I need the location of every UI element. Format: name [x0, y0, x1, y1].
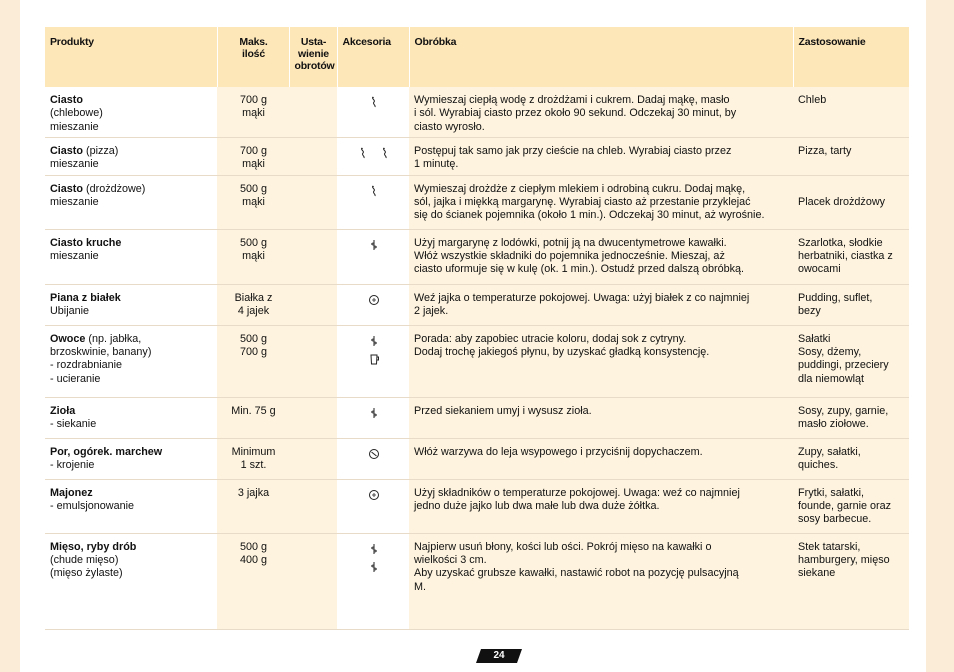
processing-line: Przed siekaniem umyj i wysusz zioła. — [414, 404, 592, 417]
speed-cell — [289, 137, 337, 175]
product-name: Ciasto — [50, 144, 83, 157]
blade-icon — [368, 561, 380, 577]
product-detail: mieszanie — [50, 120, 99, 133]
header-max-quantity-line: Maks. — [239, 36, 268, 48]
processing-line: Postępuj tak samo jak przy cieście na chleb. Wyrabiaj ciasto przez — [414, 144, 732, 157]
usage-cell — [793, 229, 909, 284]
product-title — [50, 446, 213, 459]
quantity-value: mąki — [242, 157, 265, 170]
accessory-icons — [342, 333, 405, 370]
header-max-quantity-line: ilość — [242, 48, 265, 60]
product-title — [50, 487, 213, 500]
product-name-suffix: (pizza) — [83, 144, 119, 157]
blade-icon — [368, 239, 380, 255]
table-row — [45, 438, 909, 479]
product-cell — [45, 325, 217, 397]
speed-cell — [289, 533, 337, 629]
product-detail: - rozdrabnianie — [50, 359, 123, 372]
processing-line: Włóż warzywa do leja wsypowego i przyciśnij dopychaczem. — [414, 445, 703, 458]
product-detail: - krojenie — [50, 458, 95, 471]
usage-line: Frytki, sałatki, — [798, 486, 864, 499]
usage-line: herbatniki, ciastka z — [798, 249, 893, 262]
usage-line: Pudding, suflet, — [798, 291, 873, 304]
dough-hook-icon — [368, 96, 380, 112]
accessory-icons — [342, 183, 405, 201]
accessory-cell — [337, 137, 409, 175]
quantity-cell — [217, 479, 289, 533]
processing-line: i sól. Wyrabiaj ciasto przez około 90 sekund. Odczekaj 30 minut, by — [414, 107, 737, 120]
speed-cell — [289, 229, 337, 284]
processing-line: ciasto uformuje się w kulę (ok. 1 min.). Ostudź przed dalszą obróbką. — [414, 263, 745, 276]
usage-line: Sosy, dżemy, — [798, 345, 862, 358]
processing-line: sól, jajka i miękką margarynę. Wyrabiaj ciasto aż przestanie przyklejać — [414, 195, 751, 208]
blade-icon — [368, 335, 380, 351]
quantity-value: 400 g — [239, 553, 268, 566]
product-title — [50, 94, 213, 107]
accessory-icons — [342, 541, 405, 578]
product-title — [50, 145, 213, 158]
table-row — [45, 229, 909, 284]
table-row — [45, 533, 909, 629]
usage-cell — [793, 137, 909, 175]
speed-cell — [289, 284, 337, 325]
quantity-value: 500 g — [239, 236, 268, 249]
accessory-cell — [337, 229, 409, 284]
product-name: Ciasto — [50, 94, 83, 106]
processing-cell — [409, 137, 793, 175]
usage-cell — [793, 397, 909, 438]
quantity-value: Białka z — [234, 291, 273, 304]
product-title — [50, 405, 213, 418]
usage-line: puddingi, przeciery — [798, 359, 889, 372]
quantity-value: Min. 75 g — [231, 404, 276, 417]
usage-line: hamburgery, mięso — [798, 553, 890, 566]
quantity-cell — [217, 325, 289, 397]
quantity-value: 500 g — [239, 332, 268, 345]
accessory-cell — [337, 397, 409, 438]
product-cell — [45, 175, 217, 229]
processing-line: jedno duże jajko lub dwa małe lub dwa duże żółtka. — [414, 499, 660, 512]
usage-line: sosy barbecue. — [798, 513, 872, 526]
usage-line: Szarlotka, słodkie — [798, 236, 883, 249]
product-title — [50, 237, 213, 250]
usage-line: Stek tatarski, — [798, 540, 861, 553]
product-title — [50, 292, 213, 305]
processing-cell — [409, 229, 793, 284]
product-name-suffix: (np. jabłka, — [85, 332, 142, 345]
processing-line: 2 jajek. — [414, 304, 449, 317]
product-detail: - emulsjonowanie — [50, 499, 135, 512]
dough-hook-icon — [357, 147, 369, 163]
product-detail: (chlebowe) — [50, 107, 103, 120]
quantity-value: 3 jajka — [237, 486, 270, 499]
product-detail: mieszanie — [50, 249, 99, 262]
header-speed-setting-line: wienie — [298, 48, 329, 60]
blade-icon — [368, 407, 380, 423]
quantity-value: 500 g — [239, 182, 268, 195]
table-header-row — [45, 27, 909, 87]
usage-line: siekane — [798, 567, 836, 580]
table-body — [45, 87, 909, 629]
accessory-icons — [342, 405, 405, 423]
table-row — [45, 137, 909, 175]
usage-line: Zupy, sałatki, — [798, 445, 861, 458]
dough-hook-icon — [368, 185, 380, 201]
usage-line: Chleb — [798, 94, 827, 106]
processing-line: Aby uzyskać grubsze kawałki, nastawić robot na pozycję pulsacyjną — [414, 567, 739, 580]
quantity-cell — [217, 87, 289, 137]
product-name: Majonez — [50, 486, 93, 499]
header-speed-setting-line: Usta- — [300, 36, 327, 48]
product-cell — [45, 397, 217, 438]
accessory-cell — [337, 87, 409, 137]
speed-cell — [289, 438, 337, 479]
processing-cell — [409, 533, 793, 629]
quantity-value: Minimum — [231, 445, 276, 458]
blade-icon — [368, 543, 380, 559]
accessory-cell — [337, 533, 409, 629]
usage-line: bezy — [798, 304, 821, 317]
speed-cell — [289, 479, 337, 533]
accessory-icons — [342, 292, 405, 310]
processing-line: Użyj margarynę z lodówki, potnij ją na dwucentymetrowe kawałki. — [414, 236, 727, 249]
quantity-value: 4 jajek — [237, 304, 270, 317]
processing-cell — [409, 479, 793, 533]
quantity-value: 700 g — [239, 144, 268, 157]
product-title — [50, 183, 213, 196]
quantity-cell — [217, 229, 289, 284]
accessory-icons — [342, 94, 405, 112]
whisk-disc-icon — [368, 489, 380, 505]
processing-cell — [409, 397, 793, 438]
processing-cell — [409, 284, 793, 325]
usage-cell — [793, 284, 909, 325]
product-name: Ciasto kruche — [50, 236, 122, 249]
accessory-icons — [342, 145, 405, 163]
table-row — [45, 284, 909, 325]
accessory-icons — [342, 446, 405, 464]
table-row — [45, 479, 909, 533]
usage-line: founde, garnie oraz — [798, 499, 892, 512]
processing-line: Weź jajka o temperaturze pokojowej. Uwaga: użyj białek z co najmniej — [414, 291, 750, 304]
processing-cell — [409, 87, 793, 137]
processing-line: Porada: aby zapobiec utracie koloru, dodaj sok z cytryny. — [414, 332, 687, 345]
processing-line: Użyj składników o temperaturze pokojowej. Uwaga: weź co najmniej — [414, 486, 740, 499]
accessory-cell — [337, 175, 409, 229]
header-accessories: Akcesoria — [337, 27, 409, 87]
blender-jug-icon — [368, 353, 380, 369]
dough-hook-icon — [379, 147, 391, 163]
product-detail: mieszanie — [50, 195, 99, 208]
quantity-value: mąki — [242, 195, 265, 208]
slicing-disc-icon — [368, 448, 380, 464]
product-detail: Ubijanie — [50, 304, 90, 317]
product-title — [50, 541, 213, 554]
product-name: Zioła — [50, 404, 76, 417]
product-cell — [45, 479, 217, 533]
product-name: Mięso, ryby drób — [50, 540, 137, 553]
header-speed-setting — [289, 27, 337, 87]
usage-line: owocami — [798, 263, 841, 276]
processing-line: Wymieszaj ciepłą wodę z drożdżami i cukrem. Dadaj mąkę, masło — [414, 94, 730, 106]
usage-cell — [793, 533, 909, 629]
usage-line: dla niemowląt — [798, 372, 865, 385]
product-cell — [45, 438, 217, 479]
whisk-disc-icon — [368, 294, 380, 310]
processing-line: ciasto wyrosło. — [414, 120, 485, 133]
header-processing: Obróbka — [409, 27, 793, 87]
quantity-cell — [217, 284, 289, 325]
accessory-icons — [342, 487, 405, 505]
quantity-value: 500 g — [239, 540, 268, 553]
quantity-value: 700 g — [239, 94, 268, 106]
speed-cell — [289, 175, 337, 229]
header-max-quantity — [217, 27, 289, 87]
quantity-value: 1 szt. — [240, 458, 267, 471]
usage-cell — [793, 479, 909, 533]
header-usage: Zastosowanie — [793, 27, 909, 87]
usage-cell — [793, 175, 909, 229]
product-name: Piana z białek — [50, 291, 121, 304]
usage-line: quiches. — [798, 458, 839, 471]
usage-line: masło ziołowe. — [798, 417, 869, 430]
speed-cell — [289, 397, 337, 438]
processing-line: Włóż wszystkie składniki do pojemnika jednocześnie. Mieszaj, aż — [414, 249, 725, 262]
product-detail: (chude mięso) — [50, 553, 119, 566]
page-number-badge — [475, 648, 523, 664]
quantity-cell — [217, 397, 289, 438]
quantity-cell — [217, 175, 289, 229]
processing-line: Wymieszaj drożdże z ciepłym mlekiem i odrobiną cukru. Dodaj mąkę, — [414, 182, 746, 195]
manual-page — [20, 0, 926, 672]
quantity-cell — [217, 438, 289, 479]
product-title — [50, 333, 213, 346]
table-row — [45, 325, 909, 397]
speed-cell — [289, 87, 337, 137]
product-detail: - siekanie — [50, 417, 97, 430]
processing-line: M. — [414, 580, 426, 593]
usage-cell — [793, 87, 909, 137]
quantity-cell — [217, 533, 289, 629]
product-cell — [45, 87, 217, 137]
usage-line: Placek drożdżowy — [798, 195, 886, 208]
quantity-cell — [217, 137, 289, 175]
processing-table — [45, 27, 909, 631]
usage-cell — [793, 438, 909, 479]
processing-line: się do ścianek pojemnika (około 1 min.). Odczekaj 30 minut, aż wyrośnie. — [414, 209, 765, 222]
product-cell — [45, 533, 217, 629]
product-cell — [45, 229, 217, 284]
product-detail: brzoskwinie, banany) — [50, 345, 152, 358]
product-name-suffix: (drożdżowe) — [83, 182, 146, 195]
processing-table-grid — [45, 27, 910, 630]
speed-cell — [289, 325, 337, 397]
header-speed-setting-line: obrotów — [294, 60, 335, 72]
usage-line: Pizza, tarty — [798, 144, 852, 157]
processing-line: Dodaj trochę jakiegoś płynu, by uzyskać gładką konsystencję. — [414, 345, 710, 358]
accessory-cell — [337, 284, 409, 325]
usage-line: Sałatki — [798, 332, 831, 345]
usage-line — [798, 183, 905, 196]
quantity-value: mąki — [242, 249, 265, 262]
product-name: Owoce — [50, 332, 86, 345]
table-row — [45, 397, 909, 438]
processing-line: wielkości 3 cm. — [414, 553, 487, 566]
product-cell — [45, 284, 217, 325]
header-products: Produkty — [45, 27, 217, 87]
product-detail: - ucieranie — [50, 372, 101, 385]
processing-cell — [409, 438, 793, 479]
accessory-cell — [337, 325, 409, 397]
usage-line: Sosy, zupy, garnie, — [798, 404, 889, 417]
processing-cell — [409, 325, 793, 397]
quantity-value: mąki — [242, 107, 265, 120]
product-detail: mieszanie — [50, 157, 99, 170]
product-cell — [45, 137, 217, 175]
quantity-value: 700 g — [239, 345, 268, 358]
product-name: Por, ogórek. marchew — [50, 445, 163, 458]
page-number: 24 — [493, 650, 505, 661]
table-row — [45, 175, 909, 229]
table-row — [45, 87, 909, 137]
accessory-icons — [342, 237, 405, 255]
usage-cell — [793, 325, 909, 397]
product-detail: (mięso żylaste) — [50, 567, 123, 580]
processing-cell — [409, 175, 793, 229]
accessory-cell — [337, 479, 409, 533]
product-name: Ciasto — [50, 182, 83, 195]
processing-line: 1 minutę. — [414, 157, 459, 170]
accessory-cell — [337, 438, 409, 479]
processing-line: Najpierw usuń błony, kości lub ości. Pokrój mięso na kawałki o — [414, 540, 712, 553]
